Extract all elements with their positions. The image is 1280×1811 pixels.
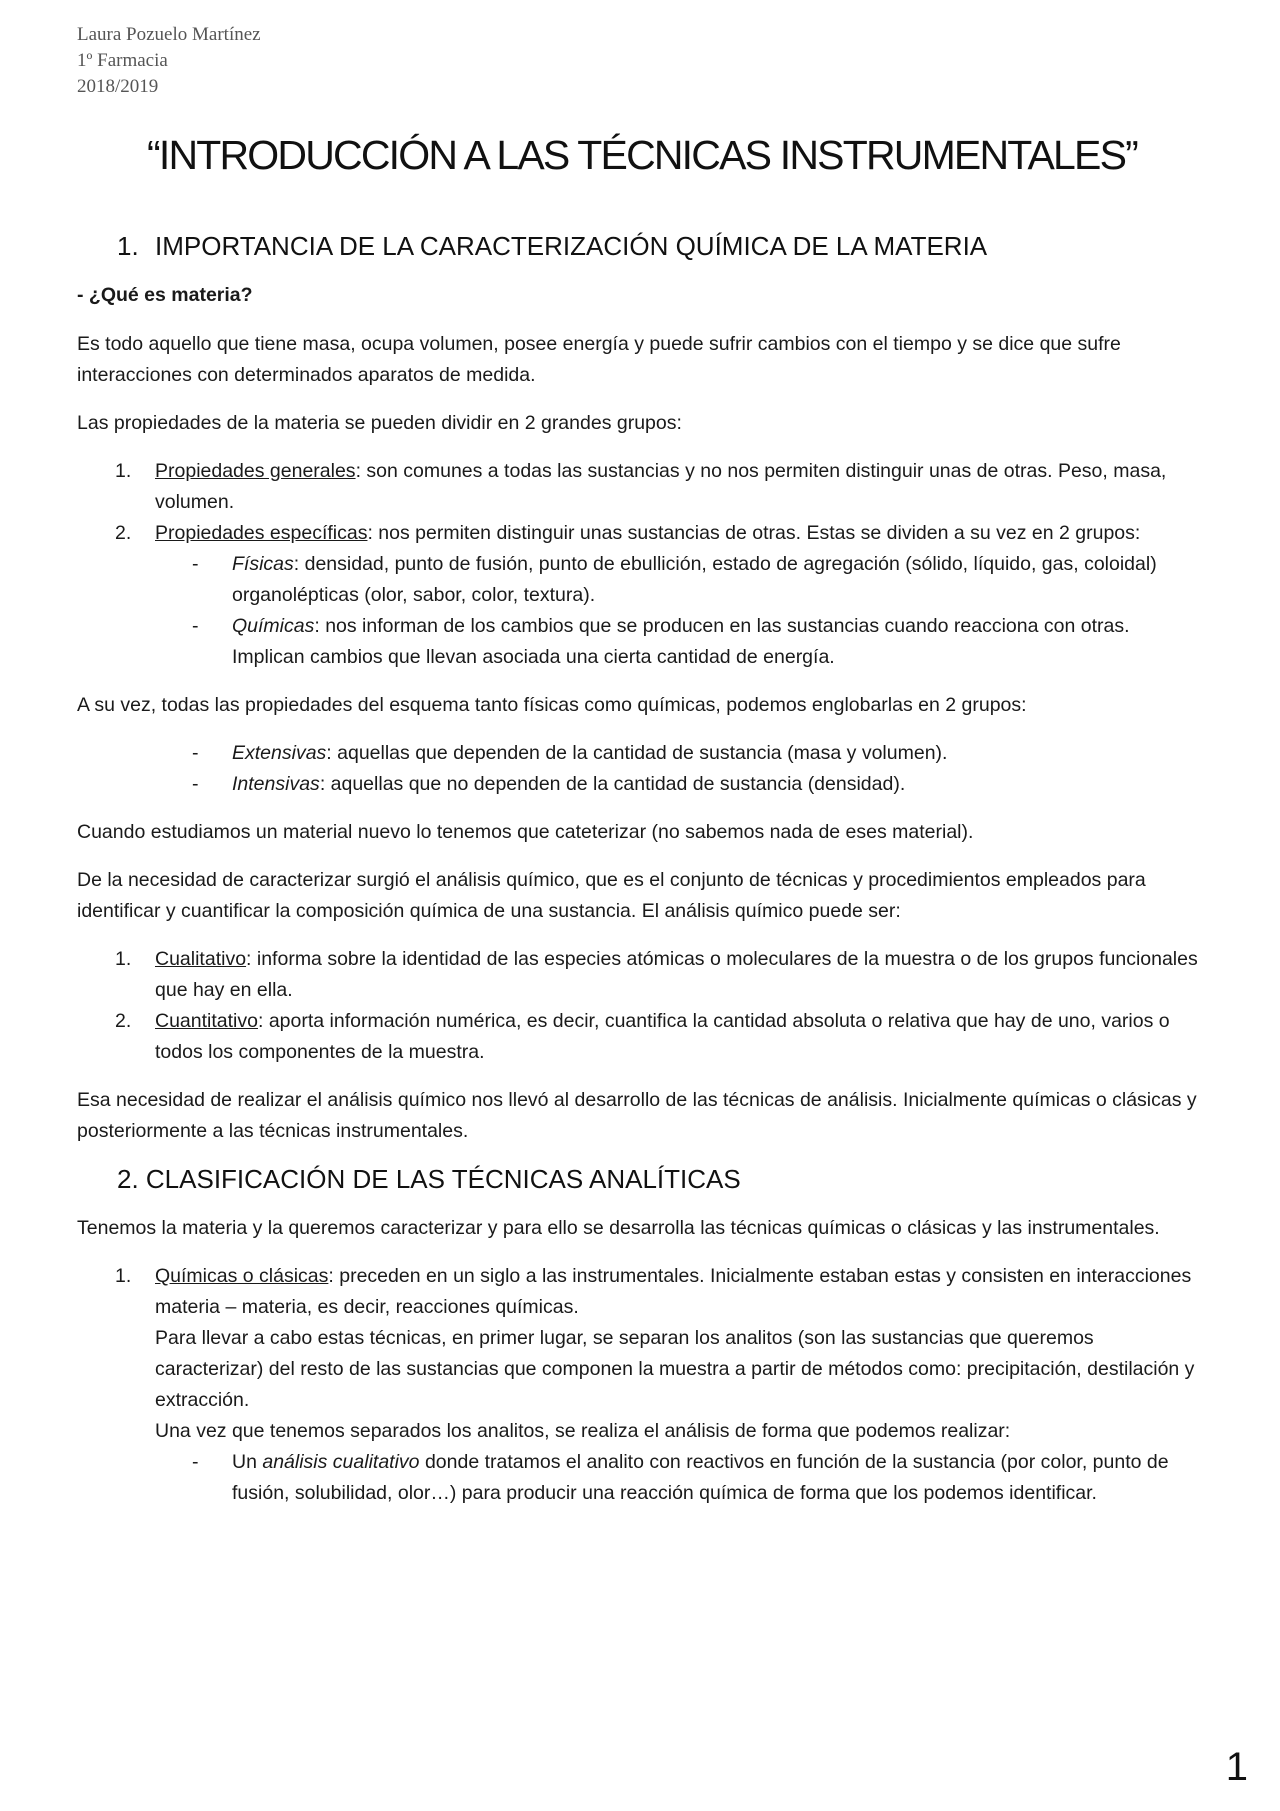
analysis-paragraph: Una vez que tenemos separados los analitos, se realiza el análisis de forma que podemos realizar: <box>155 1420 1011 1442</box>
question-what-is-matter: - ¿Qué es materia? <box>77 284 253 306</box>
academic-year: 2018/2019 <box>77 76 159 97</box>
document-title: “INTRODUCCIÓN A LAS TÉCNICAS INSTRUMENTALES” <box>147 132 1137 178</box>
description: : nos permiten distinguir unas sustancias de otras. Estas se dividen a su vez en 2 grupos: <box>367 522 1141 544</box>
prefix: Un <box>232 1451 263 1473</box>
list-item <box>77 769 1207 800</box>
list-number: 1. <box>115 948 132 970</box>
description: : aquellas que no dependen de la cantidad de sustancia (densidad). <box>319 773 906 795</box>
term: Químicas o clásicas <box>155 1265 329 1287</box>
dash-bullet: - <box>192 1451 199 1473</box>
list-number: 2. <box>115 522 132 544</box>
term: Físicas <box>232 553 294 575</box>
list-number: 1. <box>115 460 132 482</box>
new-material-paragraph: Cuando estudiamos un material nuevo lo tenemos que cateterizar (no sabemos nada de eses material). <box>77 821 974 843</box>
list-item <box>77 738 1207 769</box>
list-item <box>77 518 1207 673</box>
description: : aquellas que dependen de la cantidad de sustancia (masa y volumen). <box>326 742 948 764</box>
term: Extensivas <box>232 742 327 764</box>
analysis-techniques-paragraph: Esa necesidad de realizar el análisis químico nos llevó al desarrollo de las técnicas de análisis. Inicialmente químicas o clásicas y posteriormente a las técnicas instrumentales. <box>77 1089 1197 1142</box>
extensive-intensive-list <box>77 738 1207 800</box>
description: : densidad, punto de fusión, punto de ebullición, estado de agregación (sólido, líquido, gas, coloidal) organolépticas (olor, sabor, color, textura). <box>232 553 1157 606</box>
term: Cuantitativo <box>155 1010 258 1032</box>
description: donde tratamos el analito con reactivos en función de la sustancia (por color, punto de fusión, solubilidad, olor…) para producir una reacción química de forma que los podemos identificar. <box>232 1451 1169 1504</box>
list-number: 1. <box>115 1265 132 1287</box>
author-header <box>77 22 261 100</box>
qualitative-sublist <box>155 1447 1207 1509</box>
description: : informa sobre la identidad de las especies atómicas o moleculares de la muestra o de los grupos funcionales que hay en ella. <box>155 948 1198 1001</box>
term: análisis cualitativo <box>262 1451 420 1473</box>
course-label: 1º Farmacia <box>77 50 168 71</box>
dash-bullet: - <box>192 553 199 575</box>
term: Propiedades específicas <box>155 522 368 544</box>
matter-definition: Es todo aquello que tiene masa, ocupa volumen, posee energía y puede sufrir cambios con el tiempo y se dice que sufre interacciones con determinados aparatos de medida. <box>77 333 1121 386</box>
description: : preceden en un siglo a las instrumentales. Inicialmente estaban estas y consisten en interacciones materia – materia, es decir, reacciones químicas. <box>155 1265 1192 1318</box>
author-name: Laura Pozuelo Martínez <box>77 24 261 45</box>
dash-bullet: - <box>192 615 199 637</box>
list-item <box>155 1447 1207 1509</box>
description: : aporta información numérica, es decir, cuantifica la cantidad absoluta o relativa que hay de uno, varios o todos los componentes de la muestra. <box>155 1010 1170 1063</box>
list-item <box>77 1006 1207 1068</box>
section-2-intro: Tenemos la materia y la queremos caracterizar y para ello se desarrolla las técnicas químicas o clásicas y las instrumentales. <box>77 1217 1160 1239</box>
term: Químicas <box>232 615 315 637</box>
document-body <box>77 132 1207 1526</box>
groups-intro: A su vez, todas las propiedades del esquema tanto físicas como químicas, podemos englobarlas en 2 grupos: <box>77 694 1027 716</box>
dash-bullet: - <box>192 773 199 795</box>
properties-list <box>77 456 1207 673</box>
section-1-heading <box>77 231 1207 262</box>
list-item <box>77 944 1207 1006</box>
dash-bullet: - <box>192 742 199 764</box>
separation-paragraph: Para llevar a cabo estas técnicas, en primer lugar, se separan los analitos (son las sustancias que queremos caracterizar) del resto de las sustancias que componen la muestra a partir de métodos como: precipitación, destilación y extracción. <box>155 1327 1195 1411</box>
list-item <box>155 611 1207 673</box>
page-number: 1 <box>1225 1745 1248 1789</box>
term: Intensivas <box>232 773 320 795</box>
section-2-heading: 2. CLASIFICACIÓN DE LAS TÉCNICAS ANALÍTICAS <box>117 1164 741 1194</box>
term: Propiedades generales <box>155 460 356 482</box>
analysis-types-list <box>77 944 1207 1068</box>
list-item <box>77 456 1207 518</box>
specific-properties-sublist <box>155 549 1207 673</box>
list-number: 2. <box>115 1010 132 1032</box>
chemical-analysis-paragraph: De la necesidad de caracterizar surgió el análisis químico, que es el conjunto de técnicas y procedimientos empleados para identificar y cuantificar la composición química de una sustancia. El análisis químico puede ser: <box>77 869 1146 922</box>
techniques-list <box>77 1261 1207 1509</box>
description: : son comunes a todas las sustancias y no nos permiten distinguir unas de otras. Peso, masa, volumen. <box>155 460 1167 513</box>
section-1-title: IMPORTANCIA DE LA CARACTERIZACIÓN QUÍMICA DE LA MATERIA <box>155 231 988 261</box>
properties-intro: Las propiedades de la materia se pueden dividir en 2 grandes grupos: <box>77 412 682 434</box>
list-item <box>77 1261 1207 1509</box>
term: Cualitativo <box>155 948 247 970</box>
description: : nos informan de los cambios que se producen en las sustancias cuando reacciona con otras. Implican cambios que llevan asociada una cierta cantidad de energía. <box>232 615 1130 668</box>
section-1-number: 1. <box>117 231 139 261</box>
list-item <box>155 549 1207 611</box>
